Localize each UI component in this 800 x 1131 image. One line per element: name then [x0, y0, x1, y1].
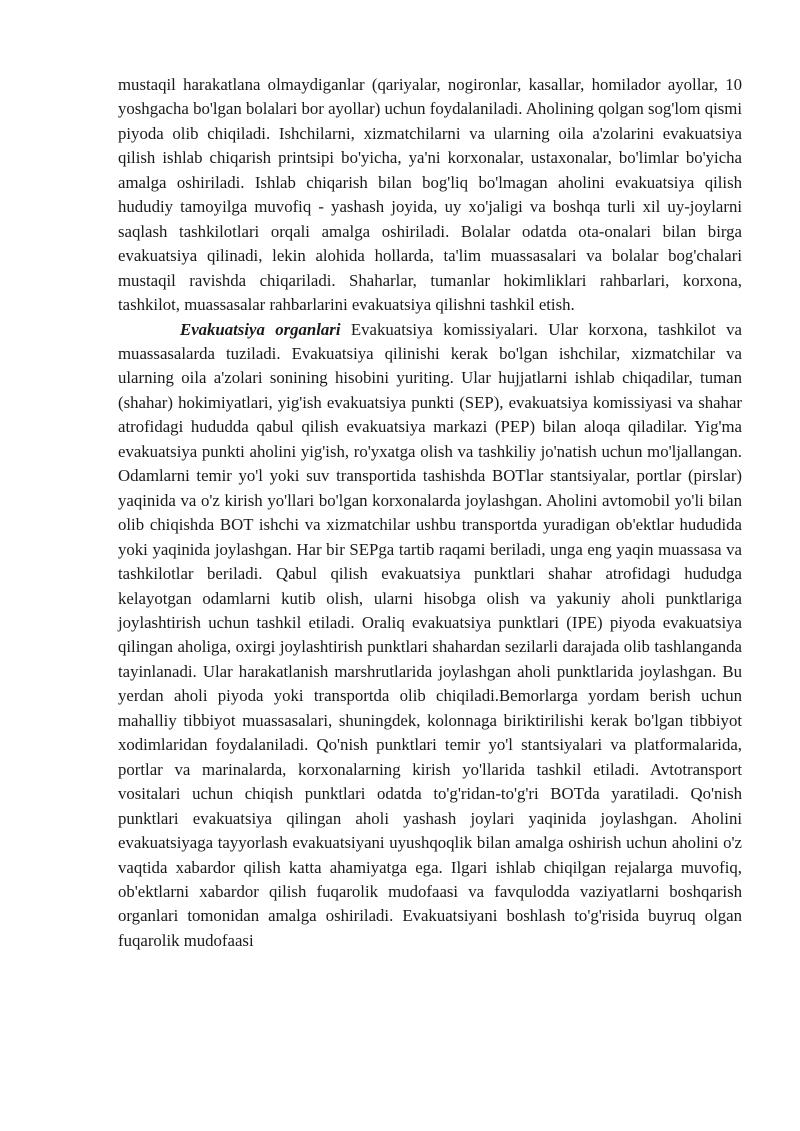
- body-paragraph: mustaqil harakatlana olmaydiganlar (qariyalar, nogironlar, kasallar, homilador ayollar, 10 yoshgacha bo'lgan bolalari bor ayollar) uchun foydalaniladi. Aholining qolgan sog'lom qismi piyoda olib chiqiladi. Ishchilarni, xizmatchilarni va ularning oila a'zolarini evakuatsiya qilish ishlab chiqarish printsipi bo'yicha, ya'ni korxonalar, ustaxonalar, bo'limlar bo'yicha amalga oshiriladi. Ishlab chiqarish bilan bog'liq bo'lmagan aholini evakuatsiya qilish hududiy tamoyilga muvofiq - yashash joyida, uy xo'jaligi va boshqa turli xil uy-joylarni saqlash tashkilotlari orqali amalga oshiriladi. Bolalar odatda ota-onalari bilan birga evakuatsiya qilinadi, lekin alohida hollarda, ta'lim muassasalari va bolalar bog'chalari mustaqil ravishda chiqariladi. Shaharlar, tumanlar hokimliklari rahbarlari, korxona, tashkilot, muassasalar rahbarlarini evakuatsiya qilishni tashkil etish.: [118, 75, 742, 315]
- section-paragraph: [118, 318, 742, 954]
- document-page: [118, 73, 742, 953]
- section-body: Evakuatsiya komissiyalari. Ular korxona, tashkilot va muassasalarda tuziladi. Evakuatsiya qilinishi kerak bo'lgan ishchilar, xizmatchilar va ularning oila a'zolari sonining hisobini yuriting. Ular hujjatlarni ishlab chiqadilar, tuman (shahar) hokimiyatlari, yig'ish evakuatsiya punkti (SEP), evakuatsiya komissiyasi va shahar atrofidagi hududda qabul qilish evakuatsiya markazi (PEP) bilan aloqa qiladilar. Yig'ma evakuatsiya punkti aholini yig'ish, ro'yxatga olish va tashkiliy jo'natish uchun mo'ljallangan. Odamlarni temir yo'l yoki suv transportida tashishda BOTlar stantsiyalar, portlar (pirslar) yaqinida va o'z kirish yo'llari bo'lgan korxonalarda joylashgan. Aholini avtomobil yo'li bilan olib chiqishda BOT ishchi va xizmatchilar ushbu transportda yuradigan ob'ektlar hududida yoki yaqinida joylashgan. Har bir SEPga tartib raqami beriladi, unga eng yaqin muassasa va tashkilotlar beriladi. Qabul qilish evakuatsiya punktlari shahar atrofidagi hududga kelayotgan odamlarni kutib olish, ularni hisobga olish va yakuniy aholi punktlariga joylashtirish uchun tashkil etiladi. Oraliq evakuatsiya punktlari (IPE) piyoda evakuatsiya qilingan aholiga, oxirgi joylashtirish punktlari shahardan sezilarli darajada olib tashlanganda tayinlanadi. Ular harakatlanish marshrutlarida joylashgan aholi punktlarida joylashgan. Bu yerdan aholi piyoda yoki transportda olib chiqiladi.Bemorlarga yordam berish uchun mahalliy tibbiyot muassasalari, shuningdek, kolonnaga biriktirilishi kerak bo'lgan tibbiyot xodimlaridan foydalaniladi. Qo'nish punktlari temir yo'l stantsiyalari va platformalarida, portlar va marinalarda, korxonalarning kirish yo'llarida tashkil etiladi. Avtotransport vositalari uchun chiqish punktlari odatda to'g'ridan-to'g'ri BOTda yaratiladi. Qo'nish punktlari evakuatsiya qilingan aholi yashash joylari yaqinida joylashgan. Aholini evakuatsiyaga tayyorlash evakuatsiyani uyushqoqlik bilan amalga oshirish uchun aholini o'z vaqtida xabardor qilish katta ahamiyatga ega. Ilgari ishlab chiqilgan rejalarga muvofiq, ob'ektlarni xabardor qilish fuqarolik mudofaasi va favqulodda vaziyatlarni boshqarish organlari tomonidan amalga oshiriladi. Evakuatsiyani boshlash to'g'risida buyruq olgan fuqarolik mudofaasi: [118, 319, 742, 950]
- section-heading: Evakuatsiya organlari: [180, 319, 341, 339]
